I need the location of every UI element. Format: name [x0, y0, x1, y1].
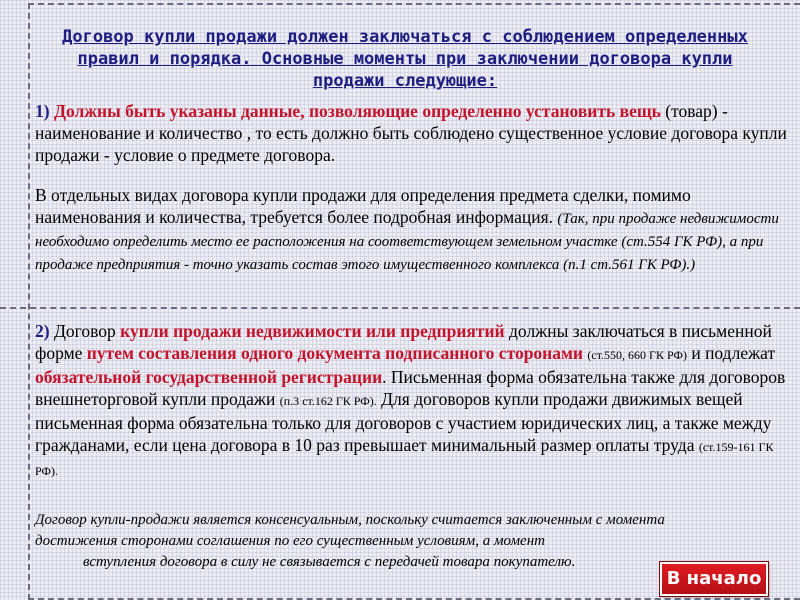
frame-top-border	[28, 3, 800, 5]
summary-note	[35, 510, 675, 573]
section-divider	[0, 307, 800, 309]
slide-title: Договор купли продажи должен заключаться с соблюдением определенных правил и порядка. Основные моменты при заключении договора купли продажи следующие:	[62, 27, 748, 91]
section-1b	[35, 184, 792, 275]
section-1-number: 1)	[35, 101, 50, 121]
section-1-text: (товар) - наименование и количество , то есть должно быть соблюдено существенное условие договора купли продажи - условие о предмете договора.	[35, 101, 787, 165]
section-2-number: 2)	[35, 321, 50, 341]
section-1b-text: В отдельных видах договора купли продажи для определения предмета сделки, помимо наименования и количества, требуется более подробная информация.	[35, 185, 691, 227]
section-2-text-5: Для договоров купли продажи движимых вещей письменная форма обязательна только для договоров с участием юридических лиц, а также между гражданами, если цена договора в 10 раз превышает минимальный размер оплаты труда	[35, 389, 772, 455]
section-2-text-2: должны заключаться в письменной форме	[35, 321, 772, 363]
section-2-text-4: . Письменная форма обязательна также для договоров внешнеторговой купли продажи	[35, 367, 786, 409]
section-1b-italic: (Так, при продаже недвижимости необходимо определить место ее расположения на соответствующем земельном участке (ст.554 ГК РФ), а при продаже предприятия - точно указать состав этого имущественного комплекса (п.1 ст.561 ГК РФ).)	[35, 211, 779, 273]
section-2-text-3: и подлежат	[686, 343, 776, 363]
section-2	[35, 320, 792, 482]
section-2-highlight-1: купли продажи недвижимости или предприятий	[120, 321, 505, 341]
section-2-text-1: Договор	[49, 321, 121, 341]
section-2-highlight-3: обязательной государственной регистрации	[35, 367, 383, 387]
home-button[interactable]: В начало	[660, 562, 768, 596]
note-line-2: момента достижения сторонами соглашения по его существенным условиям, а момент	[35, 512, 665, 549]
section-2-highlight-2: путем составления одного документа подписанного сторонами	[86, 343, 584, 363]
note-line-1: Договор купли-продажи является консенсуальным, поскольку считается заключенным с	[35, 512, 603, 528]
section-2-ref-1: (ст.550, 660 ГК РФ)	[587, 348, 687, 362]
section-2-ref-3: (ст.159-161 ГК РФ).	[35, 440, 774, 478]
frame-left-border	[28, 3, 30, 600]
section-1-highlight: Должны быть указаны данные, позволяющие определенно установить вещь	[53, 101, 661, 121]
section-2-ref-2: (п.3 ст.162 ГК РФ).	[279, 394, 377, 408]
note-line-3: вступления договора в силу не связывается с передачей товара покупателю.	[83, 554, 576, 570]
section-1	[35, 100, 792, 166]
